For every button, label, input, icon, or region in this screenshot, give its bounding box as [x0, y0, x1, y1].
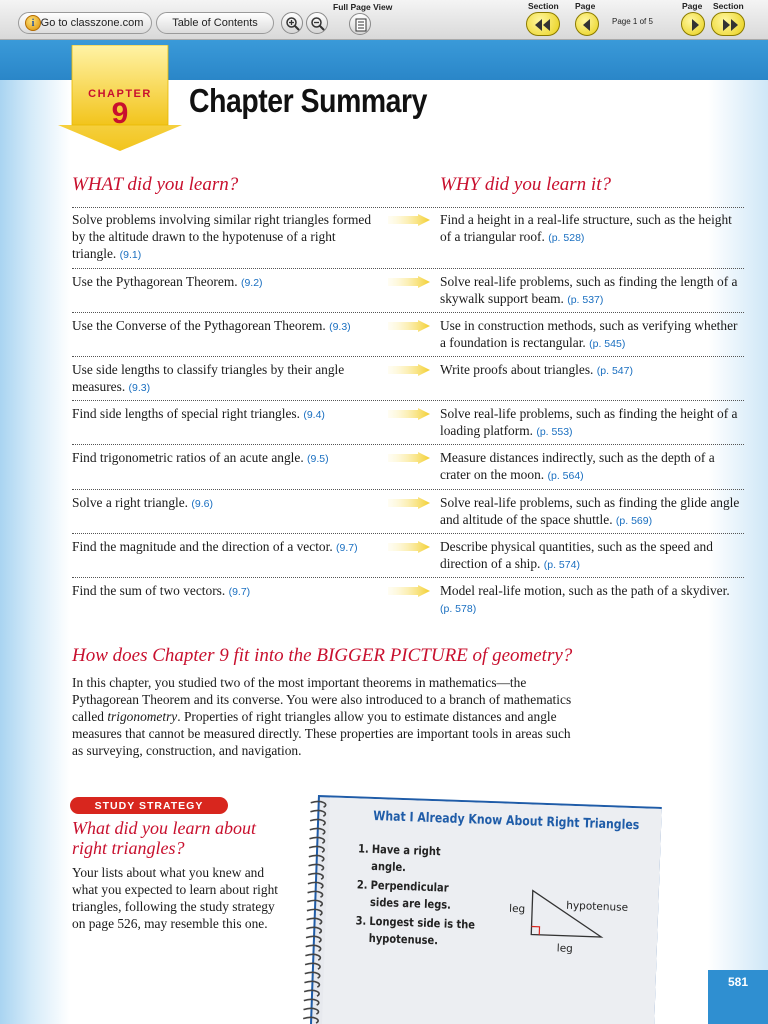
- what-text: Solve a right triangle.: [72, 495, 189, 510]
- spiral-coil: [303, 1008, 318, 1014]
- notebook-item-2: [356, 876, 478, 914]
- arrow-right-icon: [388, 320, 432, 332]
- row-divider: [72, 533, 744, 534]
- big-picture-italic-term: trigonometry: [107, 709, 178, 724]
- what-cell: [72, 211, 372, 262]
- why-cell: [440, 405, 744, 439]
- spiral-coil: [306, 945, 321, 951]
- section-reference: (9.3): [128, 382, 151, 394]
- big-picture-paragraph: [72, 674, 572, 759]
- page-title: Chapter Summary: [189, 82, 428, 119]
- right-angle-mark: [531, 927, 539, 935]
- spiral-coil: [308, 864, 323, 870]
- big-picture-heading: How does Chapter 9 fit into the BIGGER PICTURE of geometry?: [72, 645, 573, 666]
- spiral-coil: [309, 846, 324, 852]
- what-cell: [72, 317, 372, 334]
- section-reference: (9.2): [240, 277, 263, 289]
- toc-label: Table of Contents: [172, 17, 258, 29]
- notebook-item-3: [355, 912, 477, 950]
- spiral-coil: [307, 891, 322, 897]
- what-cell: [72, 582, 372, 599]
- notebook-item-number: 3.: [355, 913, 367, 928]
- what-text: Use the Pythagorean Theorem.: [72, 274, 238, 289]
- spiral-coil: [311, 801, 326, 807]
- notebook-item-1: [357, 840, 479, 878]
- what-text: Use the Converse of the Pythagorean Theorem.: [72, 318, 326, 333]
- spiral-coil: [303, 1017, 318, 1023]
- spiral-coil: [307, 900, 322, 906]
- spiral-coil: [307, 909, 322, 915]
- row-divider: [72, 489, 744, 490]
- spiral-coil: [310, 828, 325, 834]
- page-number: 581: [708, 970, 768, 1024]
- row-divider: [72, 268, 744, 269]
- hypotenuse-label: hypotenuse: [566, 899, 629, 914]
- why-text: Model real-life motion, such as the path of a skydiver.: [440, 583, 730, 598]
- section-reference: (9.7): [336, 542, 358, 554]
- row-divider: [72, 577, 744, 578]
- page-reference: (p. 553): [536, 426, 573, 438]
- why-cell: [440, 317, 744, 351]
- section-reference: (9.6): [191, 498, 213, 510]
- page-reference: (p. 528): [548, 232, 585, 244]
- spiral-coil: [309, 837, 324, 843]
- study-strategy-heading: What did you learn about right triangles?: [72, 818, 256, 858]
- double-left-arrow-icon: [527, 13, 561, 37]
- study-strategy-body: Your lists about what you knew and what you expected to learn about right triangles, following the study strategy on page 526, may resemble this one.: [72, 865, 278, 931]
- arrow-right-icon: [388, 364, 432, 376]
- info-icon: i: [25, 15, 41, 31]
- arrow-right-icon: [388, 276, 432, 288]
- previous-section-button[interactable]: [526, 12, 560, 36]
- what-cell: [72, 273, 372, 290]
- spiral-coil: [309, 855, 324, 861]
- chapter-number: 9: [111, 97, 129, 130]
- spiral-coil: [305, 972, 320, 978]
- why-text: Write proofs about triangles.: [440, 362, 594, 377]
- arrow-right-icon: [388, 214, 432, 226]
- row-divider: [72, 207, 744, 208]
- zoom-out-icon: [310, 16, 326, 32]
- notebook-list: [355, 840, 479, 952]
- chapter-tab: [58, 45, 182, 153]
- big-picture-text-1: In this chapter, you studied two of the most important theorems in mathematics—the Pythagorean Theorem and its converse. You were also introduced to a branch of mathematics called: [72, 675, 572, 724]
- spiral-coil: [310, 819, 325, 825]
- spiral-coil: [306, 927, 321, 933]
- why-text: Solve real-life problems, such as finding the height of a loading platform.: [440, 406, 738, 438]
- arrow-right-icon: [388, 408, 432, 420]
- section-back-label: Section: [528, 1, 559, 11]
- table-of-contents-button[interactable]: [156, 12, 274, 34]
- page-reference: (p. 547): [596, 365, 633, 377]
- why-text: Solve real-life problems, such as finding the length of a skywalk support beam.: [440, 274, 738, 306]
- why-text: Solve real-life problems, such as finding the glide angle and altitude of the space shuttle.: [440, 495, 740, 527]
- what-text: Find the sum of two vectors.: [72, 583, 226, 598]
- what-cell: [72, 361, 372, 395]
- what-text: Use side lengths to classify triangles by their angle measures.: [72, 362, 345, 394]
- why-column-header: WHY did you learn it?: [440, 174, 611, 195]
- why-text: Measure distances indirectly, such as the depth of a crater on the moon.: [440, 450, 715, 482]
- page-reference: (p. 564): [547, 470, 584, 482]
- arrow-right-icon: [388, 497, 432, 509]
- right-triangle-diagram: [506, 880, 639, 964]
- section-reference: (9.1): [119, 249, 142, 261]
- what-text: Find the magnitude and the direction of a vector.: [72, 539, 333, 554]
- what-cell: [72, 538, 372, 555]
- zoom-out-button[interactable]: [306, 12, 328, 34]
- full-page-view-label: Full Page View: [333, 2, 393, 12]
- notebook-illustration: [310, 795, 662, 1024]
- zoom-in-icon: [285, 16, 301, 32]
- what-cell: [72, 494, 372, 511]
- section-reference: (9.5): [307, 453, 329, 465]
- leg-vertical-label: leg: [508, 902, 526, 916]
- spiral-coil: [308, 873, 323, 879]
- why-cell: [440, 494, 744, 528]
- spiral-coil: [308, 882, 323, 888]
- spiral-coil: [304, 990, 319, 996]
- why-cell: [440, 582, 744, 616]
- spiral-coil: [305, 963, 320, 969]
- study-strategy-badge: STUDY STRATEGY: [70, 797, 228, 814]
- notebook-item-text: Perpendicular sides are legs.: [369, 877, 452, 912]
- classzone-button[interactable]: [18, 12, 152, 34]
- page-indicator: Page 1 of 5: [612, 17, 653, 26]
- zoom-in-button[interactable]: [281, 12, 303, 34]
- row-divider: [72, 312, 744, 313]
- section-reference: (9.4): [303, 409, 325, 421]
- why-cell: [440, 273, 744, 307]
- page-forward-label: Page: [682, 1, 703, 11]
- notebook-item-number: 2.: [356, 877, 368, 892]
- left-margin-gradient: [0, 80, 70, 1024]
- why-text: Use in construction methods, such as verifying whether a foundation is rectangular.: [440, 318, 738, 350]
- spiral-coil: [306, 936, 321, 942]
- classzone-label: Go to classzone.com: [40, 17, 144, 29]
- what-cell: [72, 405, 372, 422]
- why-cell: [440, 211, 744, 245]
- why-text: Find a height in a real-life structure, such as the height of a triangular roof.: [440, 212, 732, 244]
- arrow-right-icon: [388, 541, 432, 553]
- spiral-coil: [310, 810, 325, 816]
- why-cell: [440, 449, 744, 483]
- leg-horizontal-label: leg: [556, 942, 574, 955]
- notebook-item-text: Have a right angle.: [371, 841, 441, 875]
- section-reference: (9.7): [228, 586, 251, 598]
- section-forward-label: Section: [713, 1, 744, 11]
- page-view-icon: [355, 18, 367, 32]
- spiral-coil: [305, 954, 320, 960]
- what-text: Find trigonometric ratios of an acute angle.: [72, 450, 304, 465]
- why-text: Describe physical quantities, such as the speed and direction of a ship.: [440, 539, 713, 571]
- why-cell: [440, 538, 744, 572]
- why-cell: [440, 361, 744, 378]
- reader-toolbar: [0, 0, 768, 40]
- page-reference: (p. 537): [567, 294, 604, 306]
- notebook-item-text: Longest side is the hypotenuse.: [368, 913, 476, 948]
- row-divider: [72, 444, 744, 445]
- spiral-coil: [307, 918, 322, 924]
- big-picture-text-2: . Properties of right triangles allow you to estimate distances and angle measures that cannot be measured directly. These properties are important tools in areas such as surveying, construction, and navigation.: [72, 709, 571, 758]
- row-divider: [72, 400, 744, 401]
- page-reference: (p. 578): [440, 603, 477, 615]
- notebook-title: What I Already Know About Right Triangles: [373, 808, 640, 834]
- what-cell: [72, 449, 372, 466]
- row-divider: [72, 356, 744, 357]
- what-text: Solve problems involving similar right triangles formed by the altitude drawn to the hypotenuse of a right triangle.: [72, 212, 372, 261]
- full-page-view-button[interactable]: [349, 13, 371, 35]
- double-right-arrow-icon: [712, 13, 746, 37]
- spiral-coil: [304, 999, 319, 1005]
- right-arrow-icon: [682, 13, 706, 37]
- page-reference: (p. 569): [615, 515, 653, 527]
- page-back-label: Page: [575, 1, 596, 11]
- triangle-shape: [531, 891, 602, 937]
- next-page-button[interactable]: [681, 12, 705, 36]
- what-text: Find side lengths of special right triangles.: [72, 406, 300, 421]
- left-arrow-icon: [576, 13, 600, 37]
- section-reference: (9.3): [329, 321, 351, 333]
- arrow-right-icon: [388, 452, 432, 464]
- arrow-right-icon: [388, 585, 432, 597]
- next-section-button[interactable]: [711, 12, 745, 36]
- what-column-header: WHAT did you learn?: [72, 174, 239, 195]
- chapter-word: CHAPTER: [88, 88, 152, 100]
- notebook-item-number: 1.: [357, 841, 370, 856]
- page-reference: (p. 545): [589, 338, 626, 350]
- spiral-coil: [304, 981, 319, 987]
- page-reference: (p. 574): [543, 559, 580, 571]
- previous-page-button[interactable]: [575, 12, 599, 36]
